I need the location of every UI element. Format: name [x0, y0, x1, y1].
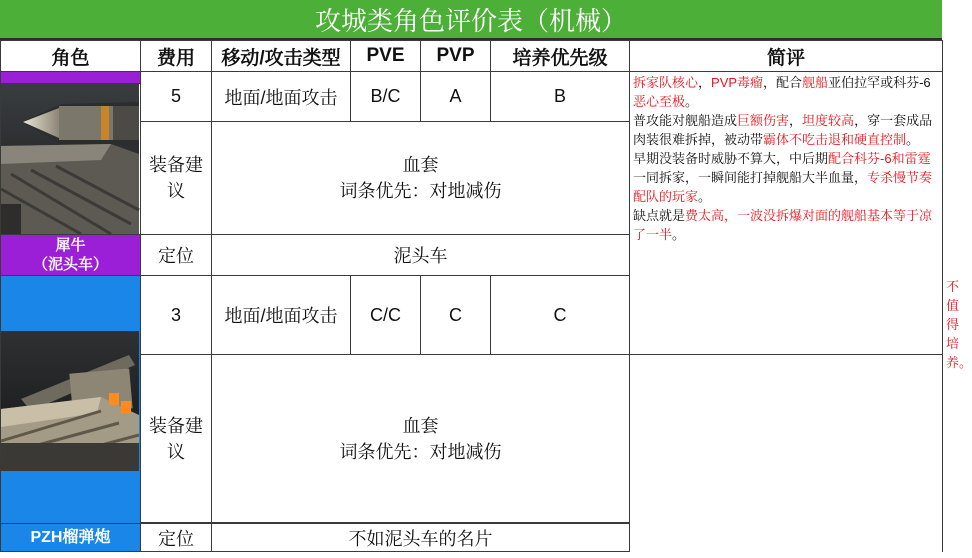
char2-equip-value — [212, 355, 630, 523]
char1-position-value: 泥头车 — [212, 235, 630, 276]
char2-position-value: 不如泥头车的名片 — [212, 524, 630, 552]
char1-pvp: A — [421, 72, 491, 122]
char2-pve: C/C — [351, 276, 421, 355]
char1-review: 拆家队核心，PVP毒瘤，配合舰船亚伯拉罕或科芬-6恶心至极。 普攻能对舰船造成巨额伤害，坦度较高，穿一套成品肉装很难拆掉，被动带霸体不吃击退和硬直控制。 早期没装备时威胁不算大，中后期配合科芬-6和雷霆一同拆家，一瞬间能打掉舰船大半血量，专杀慢节奏配队的玩家。 缺点就是费太高，一波没拆爆对面的舰船基本等于凉了一半。 — [630, 72, 943, 355]
header-priority: 培养优先级 — [491, 41, 630, 72]
char2-portrait — [1, 276, 141, 524]
header-pve: PVE — [351, 41, 421, 72]
char1-equip-label: 装备建议 — [141, 122, 212, 235]
char1-equip-line2: 词条优先：对地减伤 — [339, 181, 502, 202]
char1-cost: 5 — [141, 72, 212, 122]
char1-move-attack: 地面/地面攻击 — [212, 72, 351, 122]
char2-pvp: C — [421, 276, 491, 355]
char1-priority: B — [491, 72, 630, 122]
sheet-title: 攻城类角色评价表（机械） — [0, 0, 942, 40]
char1-color-strip — [1, 72, 141, 84]
char2-cost: 3 — [141, 276, 212, 355]
char1-equip-value — [212, 122, 630, 235]
char2-equip-row — [1, 355, 943, 523]
char2-equip-line1: 血套 — [402, 415, 439, 436]
header-move-attack: 移动/攻击类型 — [212, 41, 351, 72]
char2-equip-line2: 词条优先：对地减伤 — [339, 441, 502, 462]
header-review: 简评 — [630, 41, 943, 72]
char1-pve: B/C — [351, 72, 421, 122]
evaluation-table — [0, 40, 972, 552]
char2-position-row — [1, 524, 943, 552]
char2-move-attack: 地面/地面攻击 — [212, 276, 351, 355]
char2-name: PZH榴弹炮 — [1, 524, 141, 552]
char1-position-label: 定位 — [141, 235, 212, 276]
char1-name-line1: 犀牛 — [55, 237, 86, 254]
char1-name-line2: （泥头车） — [32, 256, 108, 273]
char2-priority: C — [491, 276, 630, 355]
char1-equip-line1: 血套 — [402, 155, 439, 176]
rhino-vehicle-image — [1, 84, 139, 234]
header-pvp: PVP — [421, 41, 491, 72]
char2-equip-label: 装备建议 — [141, 355, 212, 523]
pzh-howitzer-image — [1, 331, 139, 471]
char2-color-block — [1, 276, 140, 331]
char1-name — [1, 235, 141, 276]
char1-portrait — [1, 84, 141, 235]
header-role: 角色 — [1, 41, 141, 72]
header-cost: 费用 — [141, 41, 212, 72]
header-row — [1, 41, 943, 72]
char1-color-strip-row — [1, 72, 943, 84]
char2-stats-row: 3 地面/地面攻击 C/C C C 不值得培养。 — [1, 276, 943, 355]
char2-position-label: 定位 — [141, 524, 212, 552]
